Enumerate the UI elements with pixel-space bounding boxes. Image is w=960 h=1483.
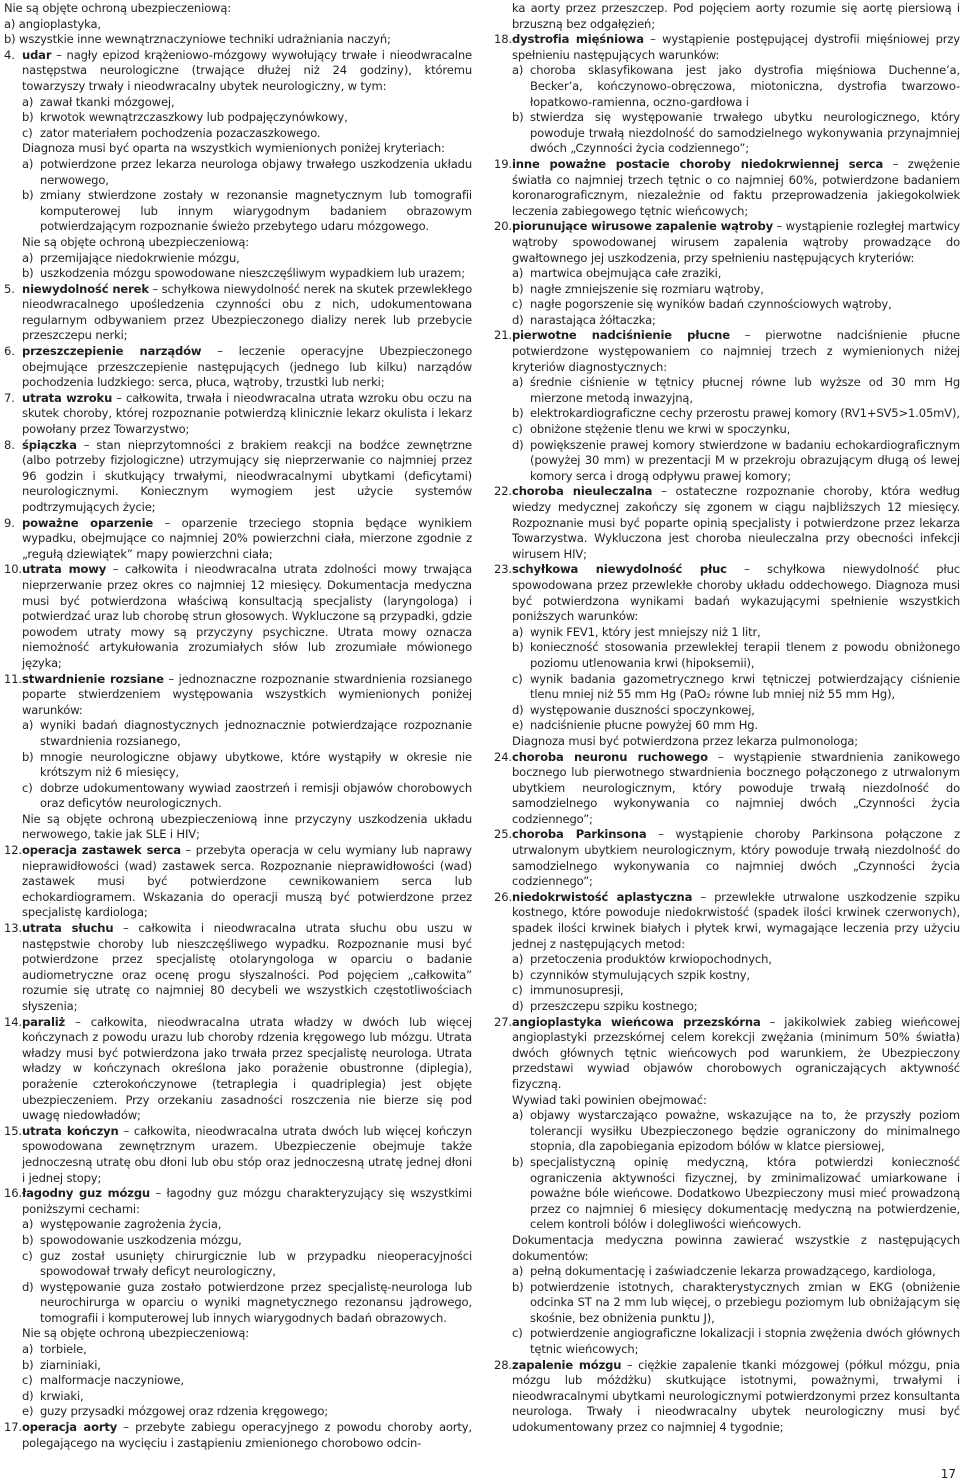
definition-20 [494,219,960,328]
item-number: 21. [494,328,512,343]
intro-exclusion-b: b) wszystkie inne wewnątrznaczyniowe techniki udrażniania naczyń; [4,32,391,47]
list-item [22,781,472,812]
item-text: spowodowanie uszkodzenia mózgu, [40,1232,242,1247]
item-text: objawy wystarczająco poważne, wskazujące na to, że przyszły poziom tolerancji wysiłku Ubezpieczonego będzie ograniczony do minimalnego stopnia, dla zapobiegania epizodom bólów w klatce piersiowej, [530,1108,960,1154]
item-text: – wystąpienie stwardnienia zanikowego bocznego lub pierwotnego stwardnienia bocznego połączonego z utrwalonym ubytkiem neurologicznym, który powoduje trwałą niezdolność do samodzielnego wykonywania co najmniej dwóch „Czynności życia codziennego”; [512,749,960,826]
item-term: inne poważne postacie choroby niedokrwiennej serca [512,156,884,171]
list-item [512,983,960,999]
item-term: udar [22,47,52,62]
item-text: – wystąpienie postępującej dystrofii mięśniowej przy spełnieniu następujących warunków: [512,32,960,62]
list-item [512,1326,960,1357]
list-label: c) [22,1373,33,1388]
list-label: a) [512,952,524,967]
item-number: 11. [4,671,22,686]
item-term: utrata kończyn [22,1123,119,1138]
list-item [512,313,960,329]
item-term: choroba nieuleczalna [512,484,653,499]
list-label: b) [22,188,34,203]
item-text: – całkowita, nieodwracalna utrata władzy w dwóch lub więcej kończynach z powodu urazu lub choroby rdzenia kręgowego lub mózgu. Utrata władzy musi być potwierdzona jako trwała przez specjalistę neurologa. Utrata władzy w kończynach określona jako porażenie obustronne (diplegia), porażenie czterokończynowe (tetraplegia i quadriplegia) jest objęte ubezpieczeniem. Przy orzekaniu zasadności roszczenia nie bierze się pod uwagę niedowładów; [22,1014,472,1123]
definition-25 [494,827,960,889]
list-item [22,1280,472,1327]
item-term: zapalenie mózgu [512,1357,622,1372]
list-item [22,1233,472,1249]
history-lead: Wywiad taki powinien obejmować: [512,1092,707,1107]
definition-5 [4,282,472,344]
item-number: 17. [4,1420,22,1435]
item-text: torbiele, [40,1342,87,1357]
list-label: b) [512,281,524,296]
list-item [512,375,960,406]
item-term: schyłkowa niewydolność płuc [512,562,727,577]
item-term: pierwotne nadciśnienie płucne [512,328,730,343]
list-label: a) [512,63,524,78]
list-label: b) [22,110,34,125]
list-label: b) [22,266,34,281]
item-text: elektrokardiograficzne cechy przerostu prawej komory (RV1+SV5>1.05mV), [530,406,960,421]
item-text: – całkowita i nieodwracalna utrata zdolności mowy trwająca nieprzerwanie przez okres co najmniej 12 miesięcy. Dokumentacja medyczna musi być potwierdzona właściwą konsultacją specjalisty (laryngologa) i potwierdzać uraz lub chorobę strun głosowych. Wykluczone są przypadki, gdzie powodem utraty mowy są przyczyny psychiczne. Utrata mowy oznacza niemożność artykułowania zrozumiałych słów lub zrozumiałe mówionego języka; [22,562,472,670]
item-term: poważne oparzenie [22,515,154,530]
list-item [512,422,960,438]
item-term: niedokrwistość aplastyczna [512,889,693,904]
list-item [22,1217,472,1233]
intro-exclusion-a: a) angioplastyka, [4,16,101,31]
item-number: 15. [4,1123,22,1138]
item-text: dobrze udokumentowany wywiad zaostrzeń i remisji objawów chorobowych oraz deficytów neurologicznych. [40,780,472,811]
item-text: wynik FEV1, który jest mniejszy niż 1 litr, [530,624,761,639]
definition-11 [4,672,472,844]
list-item [22,126,472,142]
item-text: wyniki badań diagnostycznych jednoznacznie potwierdzające rozpoznanie stwardnienia rozsianego, [40,718,472,748]
definition-15 [4,1124,472,1186]
definition-22 [494,484,960,562]
item-term: łagodny guz mózgu [22,1186,151,1201]
definition-27 [494,1015,960,1358]
item-number: 12. [4,843,22,858]
exclusion-heading: Nie są objęte ochroną ubezpieczeniową: [22,234,250,249]
list-label: c) [512,1326,523,1341]
item-number: 20. [494,219,512,234]
item-text: ziarniniaki, [40,1357,101,1372]
definition-26 [494,890,960,1015]
list-label: b) [22,1357,34,1372]
list-label: b) [512,1279,524,1294]
item-text: – schyłkowa niewydolność płuc spowodowana przez przewlekłe choroby układu oddechowego. Diagnoza musi być potwierdzona wynikami badań wykazującymi spełnienie wszystkich poniższych warunków: [512,562,960,624]
item-number: 22. [494,484,512,499]
item-text: wynik badania gazometrycznego krwi tętniczej potwierdzający ciśnienie tlenu mniej niż 55 mm Hg (PaO₂ równe lub mniej niż 55 mm Hg), [530,671,960,702]
item-term: niewydolność nerek [22,281,149,296]
list-label: b) [512,406,524,421]
definition-19 [494,157,960,219]
item-term: operacja aorty [22,1420,118,1435]
list-label: d) [512,702,524,717]
item-text: – leczenie operacyjne Ubezpieczonego obejmujące przeszczepienie następujących (jednego lub kilku) narządów pochodzenia ludzkiego: serca, płuca, wątroby, trzustki lub nerki; [22,344,473,390]
item-number: 19. [494,156,512,171]
exclusion-note: Nie są objęte ochroną ubezpieczeniową inne przyczyny uszkodzenia układu nerwowego, takie jak SLE i HIV; [22,811,472,842]
item-text: immunosupresji, [530,983,624,998]
list-label: a) [22,156,34,171]
definition-9 [4,516,472,563]
list-label: a) [512,1108,524,1123]
item-text: przeszczepu szpiku kostnego; [530,999,698,1013]
documentation-lead: Dokumentacja medyczna powinna zawierać wszystkie z następujących dokumentów: [512,1232,960,1263]
item-text: mnogie neurologiczne objawy ubytkowe, które wystąpiły w okresie nie krótszym niż 6 miesięcy, [40,749,472,780]
intro-exclusion-heading: Nie są objęte ochroną ubezpieczeniową: [4,1,232,15]
item-text: przemijające niedokrwienie mózgu, [40,250,240,265]
item-term: stwardnienie rozsiane [22,671,164,686]
list-item [22,1389,472,1405]
list-label: d) [22,1279,34,1294]
list-label: a) [22,250,34,265]
item-number: 16. [4,1186,22,1201]
item-text: pełną dokumentację i zaświadczenie lekarza prowadzącego, kardiologa, [530,1264,936,1279]
list-item [22,750,472,781]
item-number: 4. [4,47,15,62]
item-number: 18. [494,32,512,47]
list-label: a) [22,1217,34,1232]
item-number: 26. [494,889,512,904]
list-item [512,1264,960,1280]
list-label: d) [22,1388,34,1403]
definition-17 [4,1420,472,1451]
list-item [22,1404,472,1420]
item-number: 8. [4,437,15,452]
list-item [512,1280,960,1327]
item-text: – zwężenie światła co najmniej trzech tętnic o co najmniej 60%, potwierdzone badaniem koronarograficznym, niezależnie od faktu przeprowadzenia jakiegokolwiek leczenia zabiegowego tętnic wieńcowych; [512,156,960,218]
list-item [22,251,472,267]
item-text: stwierdza się występowanie trwałego ubytku neurologicznego, który powoduje trwałą niezdolność do samodzielnego wykonywania przynajmniej dwóch „Czynności życia codziennego”; [530,110,960,156]
item-number: 24. [494,749,512,764]
item-term: śpiączka [22,437,77,452]
list-label: a) [22,1342,34,1357]
item-text: – pierwotne nadciśnienie płucne potwierdzone występowaniem co najmniej trzech z wymienionych niżej kryteriów diagnostycznych: [512,328,960,374]
list-label: a) [512,624,524,639]
list-label: c) [512,671,523,686]
item-term: dystrofia mięśniowa [512,32,644,47]
item-number: 25. [494,827,512,842]
definition-28 [494,1358,960,1436]
left-column [4,1,472,1451]
list-item [512,1108,960,1155]
definition-12 [4,843,472,921]
list-label: a) [512,266,524,281]
list-label: c) [512,297,523,312]
list-item [512,63,960,110]
item-text: – całkowita i nieodwracalna utrata słuchu obu uszu w następstwie choroby lub nieszczęśliwego wypadku. Rozpoznanie musi być potwierdzone przez specjalistę otolaryngologa w oparciu o badanie audiometryczne oraz ocenę progu słyszalności. Pod pojęciem „całkowita” rozumie się utratę co najmniej 80 decybeli we wszystkich częstotliwościach słyszenia; [22,921,472,1013]
list-label: d) [512,437,524,452]
definition-6 [4,344,472,391]
diagnosis-criteria: Diagnoza musi być oparta na wszystkich wymienionych poniżej kryteriach: [22,141,445,156]
list-item [512,952,960,968]
definition-18 [494,32,960,157]
item-term: choroba Parkinsona [512,827,647,842]
list-item [512,406,960,422]
list-label: c) [22,125,33,140]
definition-13 [4,921,472,1015]
list-label: b) [512,640,524,655]
item-text: – przewlekłe utrwalone uszkodzenie szpiku kostnego, które powoduje niedokrwistość (spadek ilości krwinek czerwonych), spadek ilości krwinek białych i płytek krwi, wymagające leczenia przy użyciu jednej z następujących metod: [512,889,960,951]
definition-14 [4,1015,472,1124]
list-label: d) [512,312,524,327]
item-number: 23. [494,562,512,577]
item-text: martwica obejmująca całe zraziki, [530,266,722,281]
item-text: przetoczenia produktów krwiopochodnych, [530,952,772,967]
item-number: 27. [494,1014,512,1029]
page-number: 17 [940,1467,956,1481]
list-item [512,297,960,313]
list-label: c) [22,1248,33,1263]
definition-16 [4,1186,472,1420]
item-number: 7. [4,390,15,405]
item-text: zawał tkanki mózgowej, [40,94,175,109]
item-number: 14. [4,1014,22,1029]
item-text: obniżone stężenie tlenu we krwi w spoczynku, [530,422,791,437]
list-item [512,110,960,157]
definition-7 [4,391,472,438]
definition-21 [494,328,960,484]
list-label: c) [512,422,523,437]
item-text: – łagodny guz mózgu charakteryzujący się wszystkimi poniższymi cechami: [22,1186,472,1216]
item-term: paraliż [22,1014,66,1029]
item-text: – wystąpienie rozległej martwicy wątroby spowodowanej wirusem zapalenia wątroby prowadzące do gwałtownego jej uszkodzenia, przy spełnieniu następujących kryteriów: [512,219,960,265]
item-text: – ostateczne rozpoznanie choroby, która według wiedzy medycznej zakończy się zgonem w ciągu najbliższych 12 miesięcy. Rozpoznanie musi być poparte opinią specjalisty i potwierdzone przez lekarza Towarzystwa. Wykluczona jest choroba nieuleczalna przy obecności infekcji wirusem HIV; [512,484,960,561]
list-item [22,95,472,111]
item-text: – całkowita, nieodwracalna utrata dwóch lub więcej kończyn spowodowana zewnętrznym urazem. Ubezpieczenie obejmuje także jednoczesną utratę obu dłoni lub obu stóp oraz jednoczesną utratę jednej dłoni i jednej stopy; [22,1123,472,1185]
list-item [512,672,960,703]
item-text: – ciężkie zapalenie tkanki mózgowej (półkul mózgu, pnia mózgu lub móżdżku) skutkujące istotnymi, poważnymi, trwałymi i nieodwracalnymi ubytkami neurologicznymi potwierdzonymi przez konsultanta neurologa. Trwały i nieodwracalny ubytek neurologiczny musi być udokumentowany przez co najmniej 4 tygodnie; [512,1357,960,1435]
list-item [22,110,472,126]
list-item [22,1358,472,1374]
item-text: – wystąpienie choroby Parkinsona połączone z utrwalonym ubytkiem neurologicznym, który powoduje trwałą niezdolność do samodzielnego wykonywania co najmniej dwóch „Czynności życia codziennego”; [512,827,960,889]
item-text: – jakikolwiek zabieg wieńcowej angioplastyki przezskórnej celem korekcji zwężania (minimum 50% światła) dwóch głównych tętnic wieńcowych pod warunkiem, że Ubezpieczony przedstawi wywiad objawów chorobowych ograniczających aktywność fizyczną. [512,1014,960,1091]
list-item [512,266,960,282]
list-label: a) [22,94,34,109]
item-text: krwiaki, [40,1388,84,1403]
list-label: b) [22,749,34,764]
item-text: specjalistyczną opinię medyczną, która potwierdzi konieczność ograniczenia aktywności fizycznej, by zminimalizować umiarkowane i poważne bóle wieńcowe. Dodatkowo Ubezpieczony musi mieć prowadzoną przez co najmniej 6 miesięcy dokumentację medyczną na potwierdzenie, celem kontroli bólów i dolegliwości wieńcowych. [530,1154,960,1232]
item-text: zmiany stwierdzone zostały w rezonansie magnetycznym lub tomografii komputerowej lub innym wiarygodnym badaniem obrazowym potwierdzającym rozpoznanie świeżo przebytego udaru mózgowego. [40,188,472,234]
list-label: a) [512,1264,524,1279]
item-text: uszkodzenia mózgu spowodowane nieszczęśliwym wypadkiem lub urazem; [40,266,465,281]
right-column [494,1,960,1436]
list-label: b) [22,1232,34,1247]
item-text: zator materiałem pochodzenia pozaczaszkowego. [40,125,321,140]
continuation-text: ka aorty przez przeszczep. Pod pojęciem aorty rozumie się aortę piersiową i brzuszną bez odgałęzień; [512,1,960,31]
list-item [512,968,960,984]
item-text: – całkowita, trwała i nieodwracalna utrata wzroku obu oczu na skutek choroby, której rozpoznanie potwierdzą klinicznie lekarz okulista i lekarz powołany przez Towarzystwo; [22,390,472,437]
item-text: – oparzenie trzeciego stopnia będące wynikiem wypadku, obejmujące co najmniej 20% powierzchni ciała, mierzone zgodnie z „regułą dziewiątek” mapy powierzchni ciała; [22,515,472,561]
item-text: nagłe zmniejszenie się rozmiaru wątroby, [530,281,764,296]
diagnosis-note: Diagnoza musi być potwierdzona przez lekarza pulmonologa; [512,733,859,748]
list-label: c) [512,983,523,998]
item-text: nagłe pogorszenie się wyników badań czynnościowych wątroby, [530,297,892,312]
list-label: b) [512,1154,524,1169]
item-term: piorunujące wirusowe zapalenie wątroby [512,219,773,234]
item-number: 13. [4,921,22,936]
item-text: powiększenie prawej komory stwierdzone w badaniu echokardiograficznym (powyżej 30 mm) w prezentacji M w przekroju obrazującym długą oś lewej komory serca i drogą odpływu prawej komory; [530,437,960,483]
list-label: e) [512,718,524,733]
item-text: nadciśnienie płucne powyżej 60 mm Hg. [530,718,758,733]
item-text: – przebyte zabiegu operacyjnego z powodu choroby aorty, polegającego na wycięciu i zastąpieniu zmienionego chorobowo odcin- [22,1420,472,1450]
item-text: narastająca żółtaczka; [530,312,656,327]
item-text: – stan nieprzytomności z brakiem reakcji na bodźce zewnętrzne (albo potrzeby fizjologiczne) utrzymujący się nieprzerwanie co najmniej przez 96 godzin i skutkujący trwałymi, nieodwracalnymi ubytkami (deficytami) neurologicznymi. Koniecznym wymogiem jest użycie systemów podtrzymujących życie; [22,437,472,514]
item-text: – nagły epizod krążeniowo-mózgowy wywołujący trwałe i nieodwracalne następstwa neurologiczne (trwające dłużej niż 24 godziny), któremu towarzyszy trwały i nieodwracalny ubytek neurologiczny, w tym: [22,47,472,93]
list-item [22,1342,472,1358]
item-text: czynników stymulujących szpik kostny, [530,967,750,982]
item-number: 6. [4,344,15,359]
list-item [22,188,472,235]
item-text: malformacje naczyniowe, [40,1373,184,1388]
item-text: – jednoznaczne rozpoznanie stwardnienia rozsianego poparte stwierdzeniem występowania wszystkich wymienionych poniżej warunków: [22,671,472,717]
list-item [512,282,960,298]
item-term: utrata słuchu [22,921,114,936]
list-label: a) [22,718,34,733]
list-label: c) [22,780,33,795]
definition-10 [4,562,472,671]
list-label: d) [512,999,524,1013]
item-text: potwierdzenie istotnych, charakterystycznych zmian w EKG (obniżenie odcinka ST na 2 mm lub więcej, o przebiegu poziomym lub obniżającym się skośnie, bez obniżenia punktu J), [530,1279,960,1325]
list-item [22,718,472,749]
item-term: utrata wzroku [22,390,113,405]
item-number: 5. [4,281,15,296]
item-text: potwierdzenie angiograficzne lokalizacji i stopnia zwężenia dwóch głównych tętnic wieńcowych; [530,1326,960,1357]
item-term: utrata mowy [22,562,107,577]
definition-23 [494,562,960,749]
item-term: angioplastyka wieńcowa przezskórna [512,1014,761,1029]
item-number: 28. [494,1357,512,1372]
item-text: występowanie zagrożenia życia, [40,1217,222,1232]
list-item [22,157,472,188]
item-text: występowanie guza zostało potwierdzone przez specjalistę-neurologa lub neurochirurga w oparciu o wyniki magnetycznego rezonansu jądrowego, tomografii i komputerowej lub innych wiarygodnych badań obrazowych. [40,1279,472,1325]
item-number: 10. [4,562,22,577]
item-text: guz został usunięty chirurgicznie lub w przypadku nieoperacyjności spowodował trwały deficyt neurologiczny, [40,1248,472,1279]
item-term: choroba neuronu ruchowego [512,749,708,764]
list-item [512,999,960,1015]
list-item [512,703,960,719]
item-term: przeszczepienie narządów [22,344,202,359]
item-text: choroba sklasyfikowana jest jako dystrofia mięśniowa Duchenne’a, Becker’a, kończynowo-obręczowa, miotoniczna, dystrofia twarzowo-łopatkowo-ramienna, oczno-gardłowa i [530,63,960,109]
item-text: krwotok wewnątrzczaszkowy lub podpajęczynówkowy, [40,110,348,125]
list-label: b) [512,110,524,125]
definition-8 [4,438,472,516]
list-item [512,438,960,485]
item-text: – przebyta operacja w celu wymiany lub naprawy nieprawidłowości (wad) zastawek serca. Rozpoznanie nieprawidłowości (wad) zastawek musi być potwierdzone cewnikowaniem serca lub echokardiogramem. Wskazania do operacji muszą być potwierdzone przez specjalistę kardiologa; [22,843,472,920]
list-item [22,1249,472,1280]
definition-24 [494,750,960,828]
item-number: 9. [4,515,15,530]
list-item [22,266,472,282]
list-item [512,640,960,671]
item-text: guzy przysadki mózgowej oraz rdzenia kręgowego; [40,1404,329,1419]
item-text: potwierdzone przez lekarza neurologa objawy trwałego uszkodzenia układu nerwowego, [40,156,472,187]
list-item [22,1373,472,1389]
definition-4 [4,48,472,282]
item-term: operacja zastawek serca [22,843,181,858]
item-text: konieczność stosowania przewlekłej terapii tlenem z powodu obniżonego poziomu utlenowania krwi (hipoksemii), [530,640,960,670]
exclusion-heading: Nie są objęte ochroną ubezpieczeniową: [22,1326,250,1341]
list-item [512,718,960,734]
item-text: występowanie duszności spoczynkowej, [530,702,755,717]
item-text: średnie ciśnienie w tętnicy płucnej równe lub wyższe od 30 mm Hg mierzone metodą inwazyjną, [530,375,960,405]
list-item [512,1155,960,1233]
list-label: a) [512,375,524,390]
list-item [512,625,960,641]
item-text: – schyłkowa niewydolność nerek na skutek przewlekłego nieodwracalnego upośledzenia czynności obu z nich, udokumentowana regularnym odbywaniem przez Ubezpieczonego dializy nerek lub przebycie przeszczepu nerki; [22,281,472,343]
list-label: e) [22,1404,34,1419]
list-label: b) [512,967,524,982]
